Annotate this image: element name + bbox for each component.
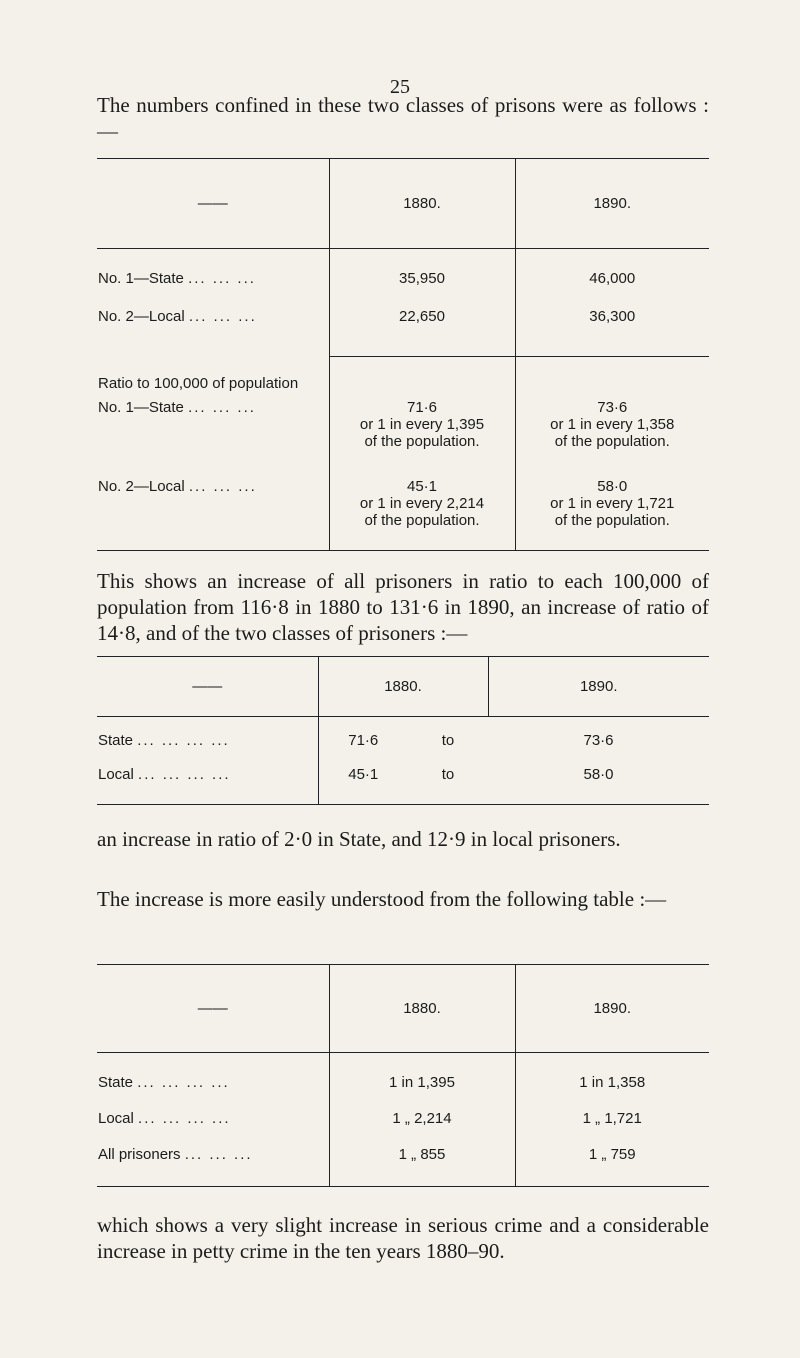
row-label: State bbox=[98, 731, 134, 749]
table2-header-blank: —— bbox=[97, 657, 318, 717]
ratio-paragraph: This shows an increase of all prisoners in ratio to each 100,000 of population from 116·8 in 1880 to 131·6 in 1890, an increase of ratio of 14·8, and of the two classes of prisoners :— bbox=[97, 569, 709, 645]
ratio-detail: of the population. bbox=[554, 432, 670, 450]
row-label: Local bbox=[98, 1109, 134, 1127]
table2-header-1890: 1890. bbox=[488, 657, 709, 717]
table1-header-1880: 1880. bbox=[329, 159, 515, 249]
ratio-detail: or 1 in every 2,214 bbox=[359, 494, 485, 512]
ratio-detail: or 1 in every 1,358 bbox=[550, 415, 675, 433]
row-label: No. 2—Local bbox=[98, 477, 185, 495]
leader-dots: ... ... ... ... bbox=[138, 1109, 231, 1127]
row-label: All prisoners bbox=[98, 1145, 181, 1163]
leader-dots: ... ... ... ... bbox=[138, 765, 231, 783]
value-1880: 1 „ 855 bbox=[329, 1145, 515, 1187]
value-1890: 46,000 bbox=[515, 269, 709, 307]
value-1880: 1 „ 2,214 bbox=[329, 1109, 515, 1145]
ratio-detail: or 1 in every 1,721 bbox=[550, 494, 675, 512]
value-1880: 35,950 bbox=[329, 269, 515, 307]
leader-dots: ... ... ... ... bbox=[137, 731, 230, 749]
table-row bbox=[97, 1145, 709, 1187]
table-row bbox=[97, 1109, 709, 1145]
value-1890: 73·6 bbox=[583, 731, 614, 749]
value-1880: 71·6 bbox=[318, 731, 408, 765]
value-1880: 22,650 bbox=[329, 307, 515, 357]
ratio-detail: or 1 in every 1,395 bbox=[359, 415, 485, 433]
value-1890: 58·0 bbox=[488, 765, 709, 805]
following-table-paragraph: The increase is more easily understood from the following table :— bbox=[97, 887, 667, 911]
table-row bbox=[97, 477, 709, 551]
row-label: No. 1—State bbox=[98, 398, 184, 416]
table1-header-1890: 1890. bbox=[515, 159, 709, 249]
table-row bbox=[97, 1073, 709, 1109]
value-1890: 1 „ 1,721 bbox=[515, 1109, 709, 1145]
leader-dots: ... ... ... bbox=[188, 477, 257, 495]
row-label: State bbox=[98, 1073, 134, 1091]
leader-dots: ... ... ... bbox=[188, 307, 257, 325]
leader-dots: ... ... ... bbox=[188, 269, 256, 287]
table1-header-blank: —— bbox=[97, 159, 329, 249]
intro-paragraph: The numbers confined in these two classes of prisons were as follows :— bbox=[97, 93, 709, 143]
ratio-value: 73·6 bbox=[597, 398, 628, 416]
table3-header-blank: —— bbox=[97, 965, 329, 1053]
ratio-detail: of the population. bbox=[364, 432, 480, 450]
class-ratio-table bbox=[97, 656, 709, 805]
table3-header-1880: 1880. bbox=[329, 965, 515, 1053]
ratio-value: 45·1 bbox=[406, 477, 438, 495]
table-row bbox=[97, 731, 709, 765]
value-1880: 45·1 bbox=[318, 765, 408, 805]
ratio-detail: of the population. bbox=[364, 511, 480, 529]
leader-dots: ... ... ... bbox=[184, 1145, 253, 1163]
value-1890: 36,300 bbox=[515, 307, 709, 357]
prison-numbers-table bbox=[97, 158, 709, 551]
closing-paragraph: which shows a very slight increase in serious crime and a considerable increase in petty crime in the ten years 1880–90. bbox=[97, 1213, 709, 1263]
row-label: No. 2—Local bbox=[98, 307, 185, 325]
table-row bbox=[97, 269, 709, 307]
ratio-value: 58·0 bbox=[597, 477, 628, 495]
page-number: 25 bbox=[390, 76, 410, 98]
to-word: to bbox=[408, 765, 488, 805]
table2-header-1880: 1880. bbox=[318, 657, 488, 717]
table3-header-1890: 1890. bbox=[515, 965, 709, 1053]
ratio-detail: of the population. bbox=[554, 511, 670, 529]
value-1890: 1 in 1,358 bbox=[515, 1073, 709, 1109]
table-row bbox=[97, 393, 709, 477]
leader-dots: ... ... ... ... bbox=[137, 1073, 230, 1091]
row-label: No. 1—State bbox=[98, 269, 184, 287]
row-label: Local bbox=[98, 765, 134, 783]
ratio-value: 71·6 bbox=[406, 398, 438, 416]
table-row bbox=[97, 765, 709, 805]
table-row bbox=[97, 307, 709, 357]
increase-paragraph: an increase in ratio of 2·0 in State, and 12·9 in local prisoners. bbox=[97, 827, 621, 851]
value-1880: 1 in 1,395 bbox=[329, 1073, 515, 1109]
to-word: to bbox=[441, 731, 455, 749]
value-1890: 1 „ 759 bbox=[515, 1145, 709, 1187]
one-in-table bbox=[97, 964, 709, 1187]
ratio-heading: Ratio to 100,000 of population bbox=[98, 374, 299, 392]
leader-dots: ... ... ... bbox=[188, 398, 256, 416]
